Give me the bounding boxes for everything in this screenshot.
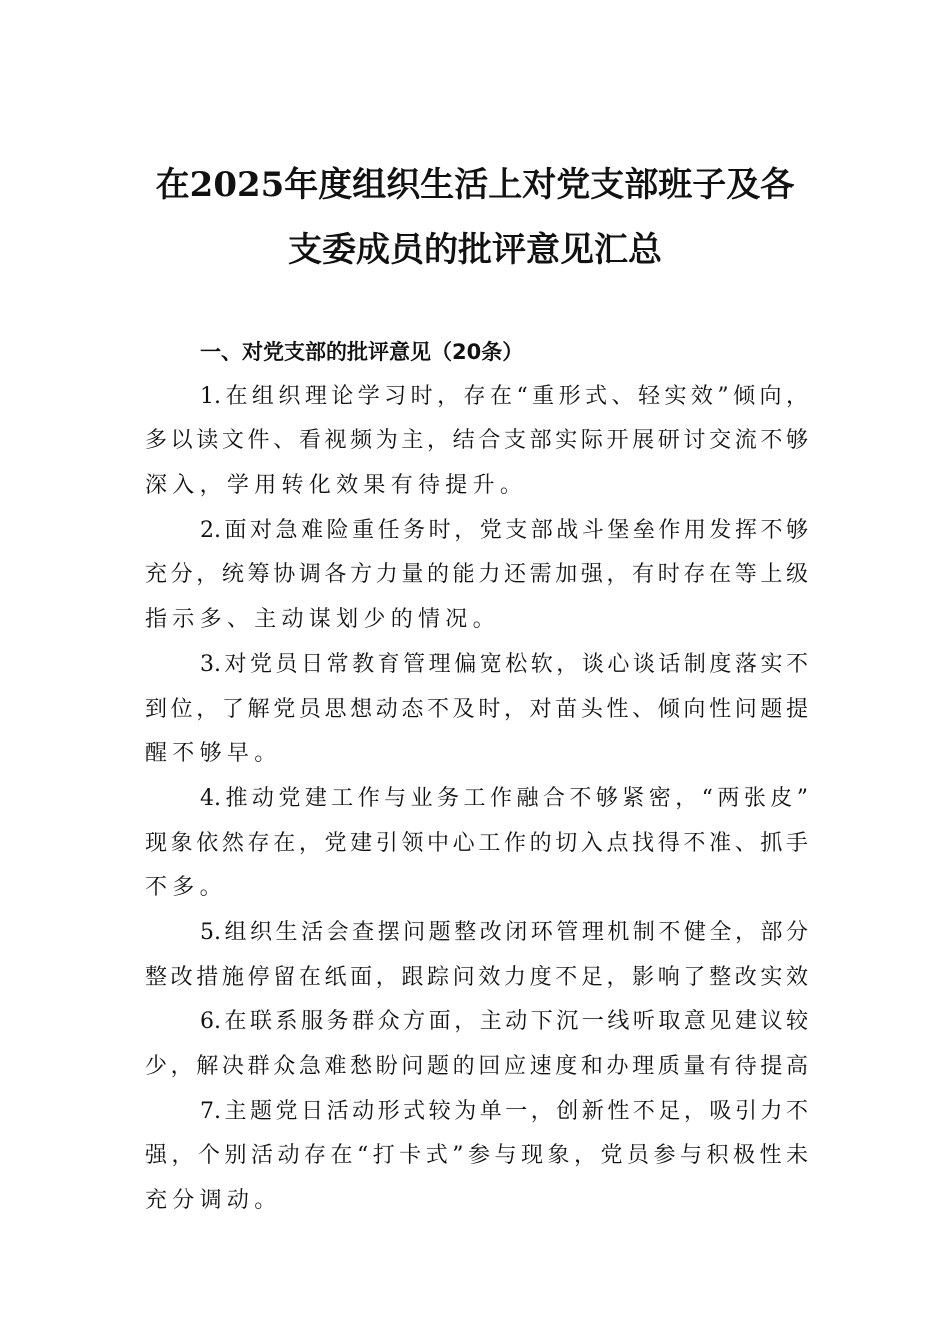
criticism-item <box>145 375 808 509</box>
item-line: 充分调动。 <box>145 1188 282 1214</box>
item-line: 醒不够早。 <box>145 741 282 767</box>
item-line: 少，解决群众急难愁盼问题的回应速度和办理质量有待提高 <box>145 1054 808 1079</box>
item-line: 到位，了解党员思想动态不及时，对苗头性、倾向性问题提 <box>145 696 808 722</box>
item-line: 4.推动党建工作与业务工作融合不够紧密，“两张皮” <box>200 785 808 811</box>
item-line: 深入，学用转化效果有待提升。 <box>145 473 528 499</box>
criticism-item <box>145 1090 808 1224</box>
criticism-item <box>145 643 808 777</box>
item-line: 不多。 <box>145 875 227 901</box>
criticism-item <box>145 911 808 1000</box>
item-line: 现象依然存在，党建引领中心工作的切入点找得不准、抓手 <box>145 830 808 856</box>
item-line: 强，个别活动存在“打卡式”参与现象，党员参与积极性未 <box>145 1143 808 1169</box>
item-line: 2.面对急难险重任务时，党支部战斗堡垒作用发挥不够 <box>200 517 808 543</box>
item-line: 整改措施停留在纸面，跟踪问效力度不足，影响了整改实效 <box>145 964 808 990</box>
item-line: 3.对党员日常教育管理偏宽松软，谈心谈话制度落实不 <box>200 651 808 677</box>
section-heading: 一、对党支部的批评意见（20条） <box>200 340 524 364</box>
item-line: 多以读文件、看视频为主，结合支部实际开展研讨交流不够 <box>145 428 808 454</box>
criticism-item <box>145 509 808 643</box>
item-line: 1.在组织理论学习时，存在“重形式、轻实效”倾向， <box>200 383 808 409</box>
item-line: 6.在联系服务群众方面，主动下沉一线听取意见建议较 <box>200 1009 808 1035</box>
document-body <box>145 330 808 1224</box>
item-line: 指示多、主动谋划少的情况。 <box>145 607 500 633</box>
document-title-line-2: 支委成员的批评意见汇总 <box>288 230 662 270</box>
criticism-item <box>145 1000 808 1089</box>
item-line: 5.组织生活会查摆问题整改闭环管理机制不健全，部分 <box>200 919 808 945</box>
item-line: 充分，统筹协调各方力量的能力还需加强，有时存在等上级 <box>145 562 808 588</box>
item-line: 7.主题党日活动形式较为单一，创新性不足，吸引力不 <box>200 1098 808 1124</box>
document-title-line-1: 在2025年度组织生活上对党支部班子及各 <box>155 165 795 205</box>
criticism-item <box>145 777 808 911</box>
